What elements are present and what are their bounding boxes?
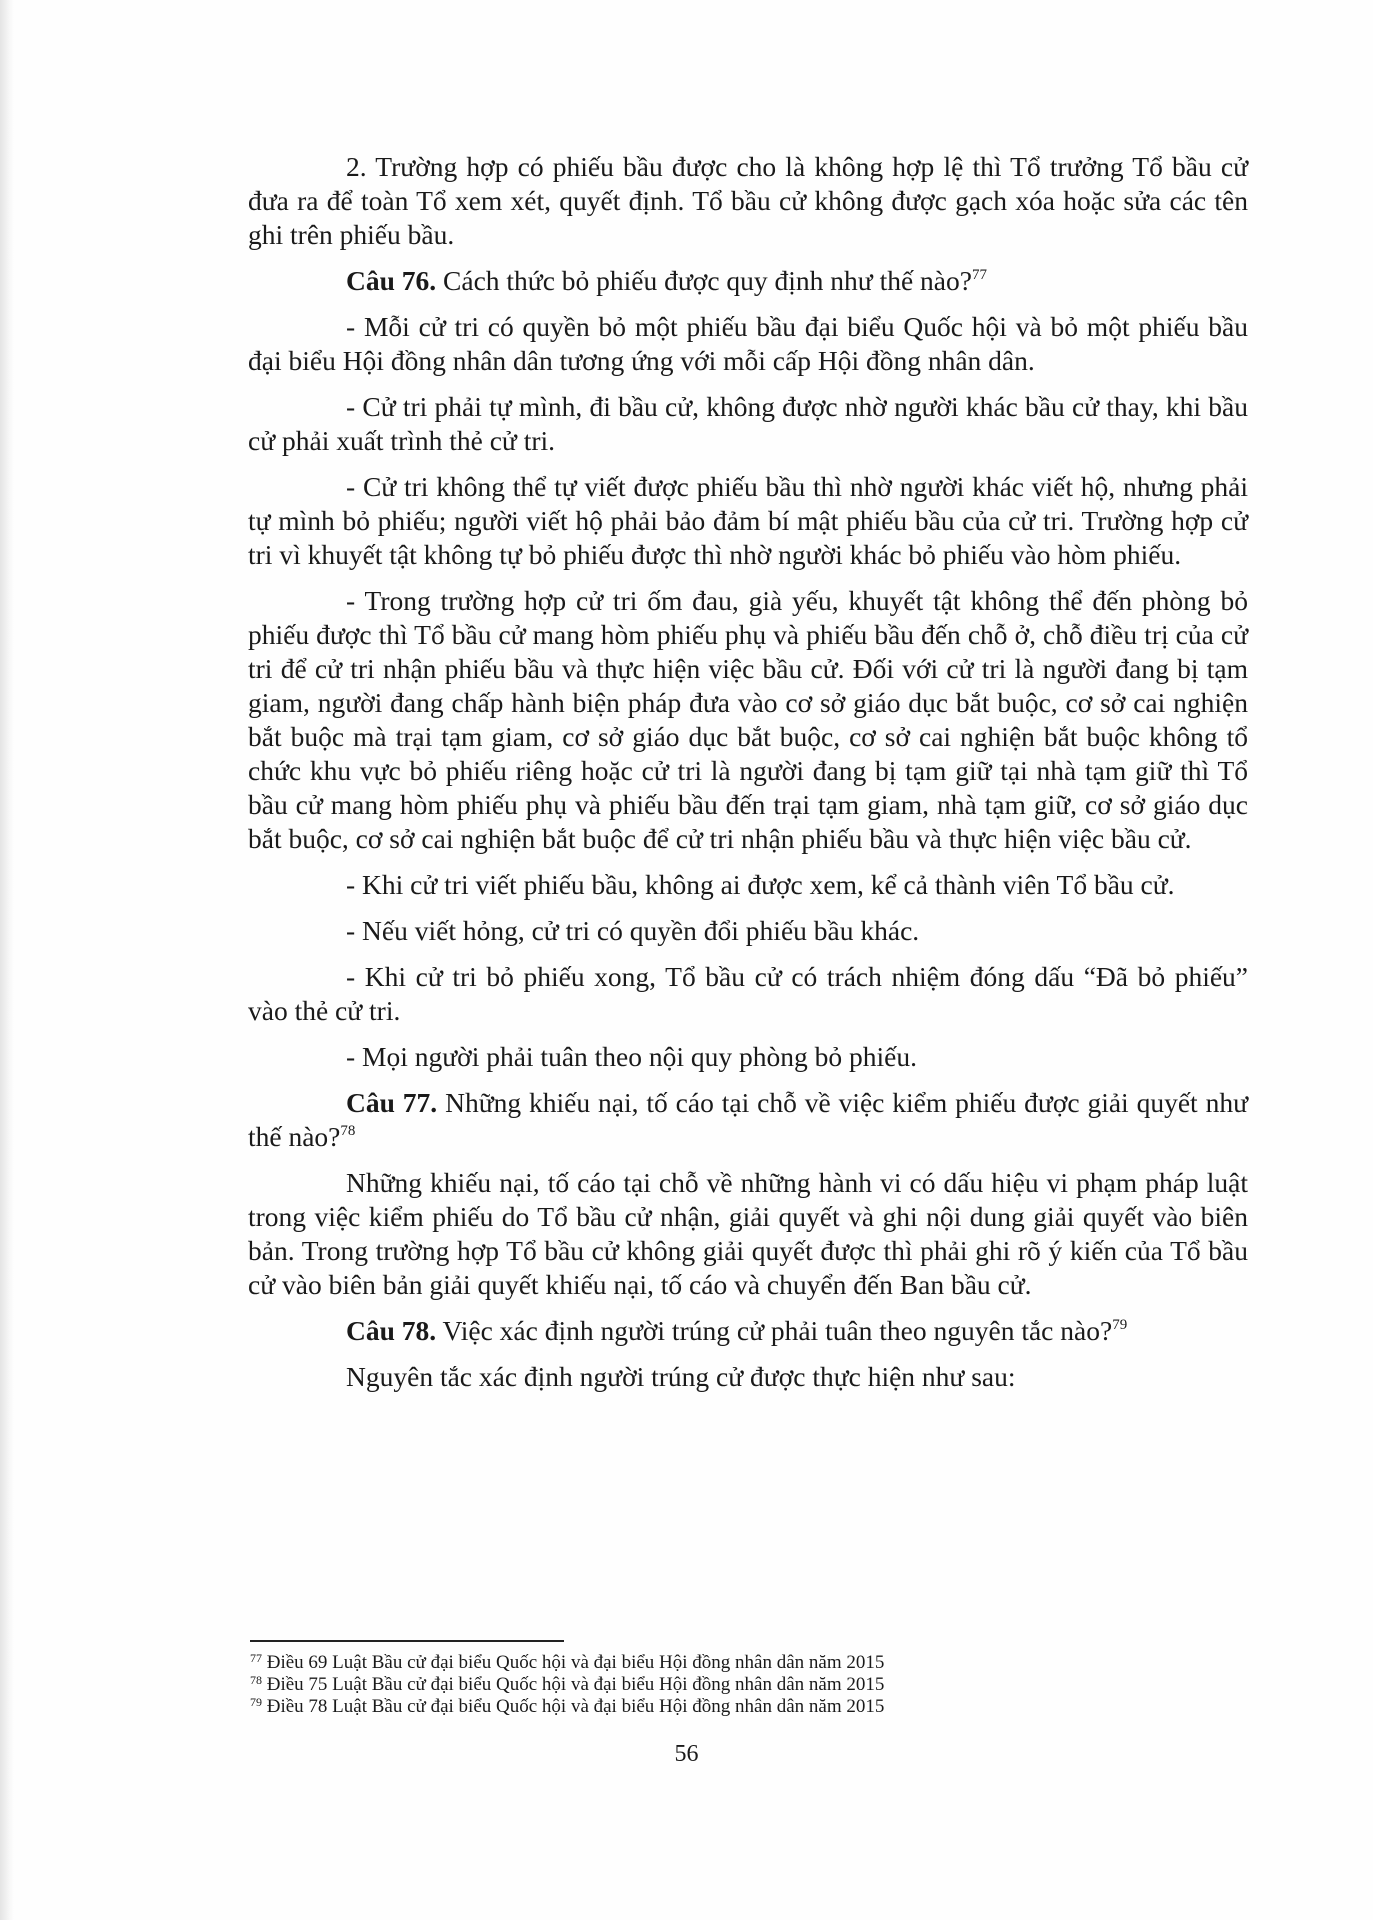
footnote-number: 78 xyxy=(250,1673,262,1687)
footnote-text: Điều 75 Luật Bầu cử đại biểu Quốc hội và đại biểu Hội đồng nhân dân năm 2015 xyxy=(262,1674,885,1695)
footnote-separator xyxy=(250,1640,564,1642)
question-76-text: Cách thức bỏ phiếu được quy định như thế nào? xyxy=(436,265,972,296)
footnote-number: 77 xyxy=(250,1651,262,1665)
footnote-text: Điều 78 Luật Bầu cử đại biểu Quốc hội và đại biểu Hội đồng nhân dân năm 2015 xyxy=(262,1696,885,1717)
answer-78-intro: Nguyên tắc xác định người trúng cử được thực hiện như sau: xyxy=(346,1361,1016,1392)
question-77-text: Những khiếu nại, tố cáo tại chỗ về việc kiểm phiếu được giải quyết như thế nào? xyxy=(248,1087,1249,1152)
paragraph-invalid-ballot: 2. Trường hợp có phiếu bầu được cho là không hợp lệ thì Tổ trưởng Tổ bầu cử đưa ra để toàn Tổ xem xét, quyết định. Tổ bầu cử không được gạch xóa hoặc sửa các tên ghi trên phiếu bầu. xyxy=(248,151,1248,250)
question-78-text: Việc xác định người trúng cử phải tuân theo nguyên tắc nào? xyxy=(436,1315,1113,1346)
rule-item: - Mọi người phải tuân theo nội quy phòng bỏ phiếu. xyxy=(346,1041,917,1072)
question-76-label: Câu 76. xyxy=(346,265,437,296)
rule-item: - Khi cử tri viết phiếu bầu, không ai được xem, kể cả thành viên Tổ bầu cử. xyxy=(346,869,1175,900)
body-text xyxy=(248,150,1248,1406)
footnote-77 xyxy=(250,1652,1250,1674)
footnote-text: Điều 69 Luật Bầu cử đại biểu Quốc hội và đại biểu Hội đồng nhân dân năm 2015 xyxy=(262,1652,885,1673)
rule-item: - Cử tri không thể tự viết được phiếu bầu thì nhờ người khác viết hộ, nhưng phải tự mình bỏ phiếu; người viết hộ phải bảo đảm bí mật phiếu bầu của cử tri. Trường hợp cử tri vì khuyết tật không tự bỏ phiếu được thì nhờ người khác bỏ phiếu vào hòm phiếu. xyxy=(248,471,1248,570)
question-78-label: Câu 78. xyxy=(346,1315,437,1346)
question-76-heading xyxy=(248,264,1248,298)
question-78-heading xyxy=(248,1314,1248,1348)
rule-item: - Cử tri phải tự mình, đi bầu cử, không được nhờ người khác bầu cử thay, khi bầu cử phải xuất trình thẻ cử tri. xyxy=(248,391,1248,456)
footnote-ref-79[interactable]: 79 xyxy=(1112,1317,1128,1333)
rule-item: - Mỗi cử tri có quyền bỏ một phiếu bầu đại biểu Quốc hội và bỏ một phiếu bầu đại biểu Hội đồng nhân dân tương ứng với mỗi cấp Hội đồng nhân dân. xyxy=(248,311,1248,376)
footnote-78 xyxy=(250,1674,1250,1696)
answer-77-paragraph: Những khiếu nại, tố cáo tại chỗ về những hành vi có dấu hiệu vi phạm pháp luật trong việc kiểm phiếu do Tổ bầu cử nhận, giải quyết và ghi nội dung giải quyết vào biên bản. Trong trường hợp Tổ bầu cử không giải quyết được thì phải ghi rõ ý kiến của Tổ bầu cử vào biên bản giải quyết khiếu nại, tố cáo và chuyển đến Ban bầu cử. xyxy=(248,1167,1248,1300)
footnote-79 xyxy=(250,1696,1250,1718)
footnote-number: 79 xyxy=(250,1695,262,1709)
rule-item: - Trong trường hợp cử tri ốm đau, già yếu, khuyết tật không thể đến phòng bỏ phiếu được thì Tổ bầu cử mang hòm phiếu phụ và phiếu bầu đến chỗ ở, chỗ điều trị của cử tri để cử tri nhận phiếu bầu và thực hiện việc bầu cử. Đối với cử tri là người đang bị tạm giam, người đang chấp hành biện pháp đưa vào cơ sở giáo dục bắt buộc, cơ sở cai nghiện bắt buộc mà trại tạm giam, cơ sở giáo dục bắt buộc, cơ sở cai nghiện bắt buộc không tổ chức khu vực bỏ phiếu riêng hoặc cử tri là người đang bị tạm giữ tại nhà tạm giữ thì Tổ bầu cử mang hòm phiếu phụ và phiếu bầu đến trại tạm giam, nhà tạm giữ, cơ sở giáo dục bắt buộc, cơ sở cai nghiện bắt buộc để cử tri nhận phiếu bầu và thực hiện việc bầu cử. xyxy=(248,585,1248,854)
footnotes xyxy=(250,1652,1250,1718)
rule-item: - Nếu viết hỏng, cử tri có quyền đổi phiếu bầu khác. xyxy=(346,915,920,946)
question-77-label: Câu 77. xyxy=(346,1087,438,1118)
question-77-heading xyxy=(248,1086,1248,1154)
scan-edge-shadow xyxy=(0,0,14,1920)
footnote-ref-77[interactable]: 77 xyxy=(971,267,987,283)
rule-item: - Khi cử tri bỏ phiếu xong, Tổ bầu cử có trách nhiệm đóng dấu “Đã bỏ phiếu” vào thẻ cử tri. xyxy=(248,961,1248,1026)
footnote-ref-78[interactable]: 78 xyxy=(340,1123,356,1139)
page-number: 56 xyxy=(674,1741,699,1767)
